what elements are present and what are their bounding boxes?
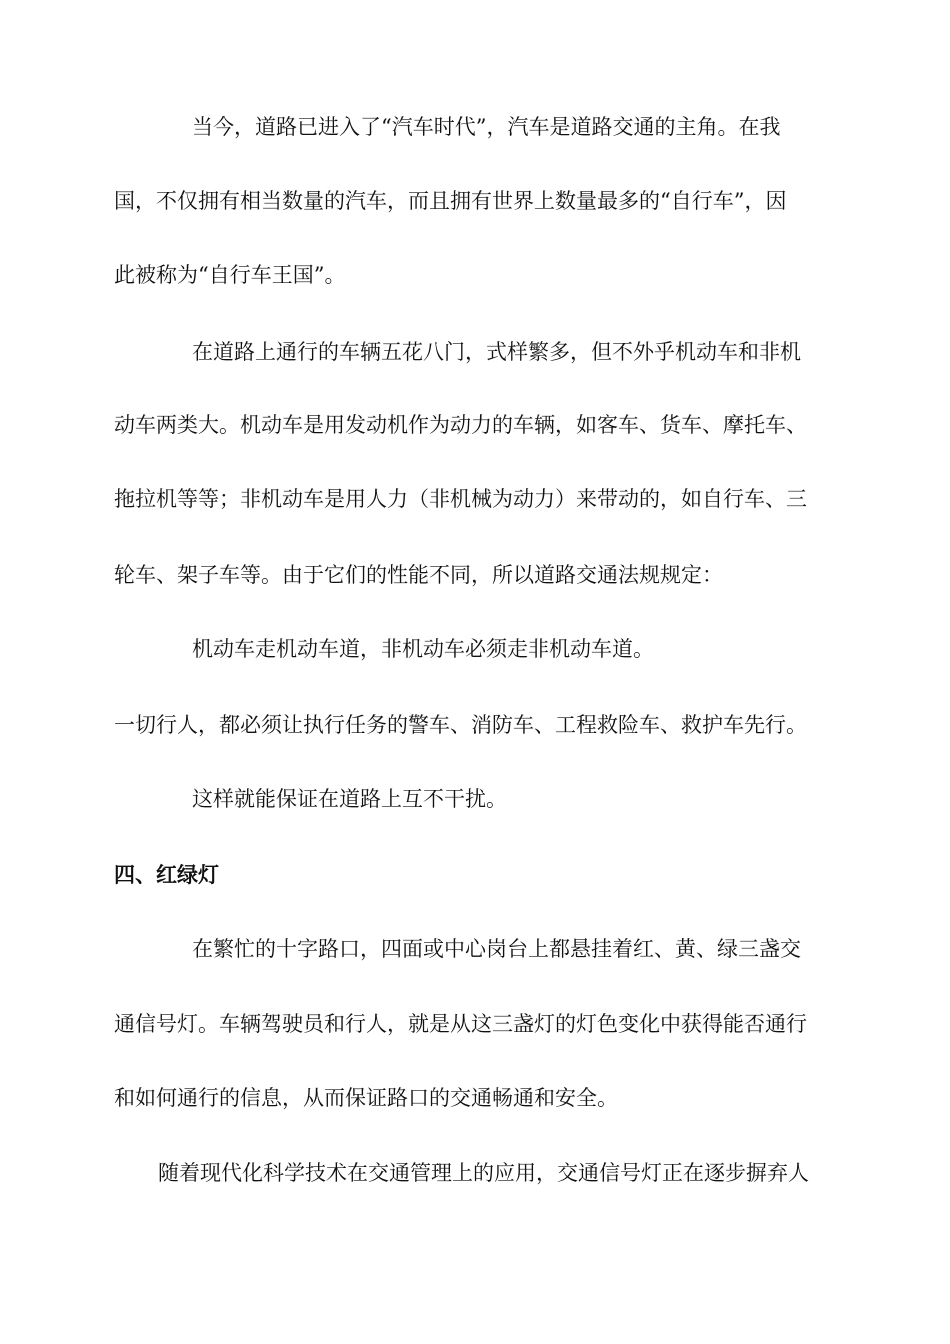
- text-line: 通信号灯。车辆驾驶员和行人，就是从这三盏灯的灯色变化中获得能否通行: [114, 1012, 807, 1036]
- text-line: 和如何通行的信息，从而保证路口的交通畅通和安全。: [114, 1086, 618, 1110]
- text-line: 随着现代化科学技术在交通管理上的应用，交通信号灯正在逐步摒弃人: [158, 1161, 809, 1185]
- text-line: 在繁忙的十字路口，四面或中心岗台上都悬挂着红、黄、绿三盏交: [192, 937, 801, 961]
- text-line: 当今，道路已进入了“汽车时代”，汽车是道路交通的主角。在我: [192, 115, 781, 139]
- text-line: 这样就能保证在道路上互不干扰。: [192, 787, 507, 811]
- section-heading: 四、红绿灯: [114, 862, 219, 887]
- text-line: 一切行人，都必须让执行任务的警车、消防车、工程救险车、救护车先行。: [114, 713, 807, 737]
- text-line: 轮车、架子车等。由于它们的性能不同，所以道路交通法规规定：: [114, 563, 723, 587]
- text-line: 拖拉机等等；非机动车是用人力（非机械为动力）来带动的，如自行车、三: [114, 487, 807, 511]
- text-line: 在道路上通行的车辆五花八门，式样繁多，但不外乎机动车和非机: [192, 340, 801, 364]
- text-line: 国，不仅拥有相当数量的汽车，而且拥有世界上数量最多的“自行车”，因: [114, 189, 787, 213]
- text-line: 此被称为“自行车王国”。: [114, 263, 346, 287]
- text-line: 机动车走机动车道，非机动车必须走非机动车道。: [192, 637, 654, 661]
- text-line: 动车两类大。机动车是用发动机作为动力的车辆，如客车、货车、摩托车、: [114, 413, 807, 437]
